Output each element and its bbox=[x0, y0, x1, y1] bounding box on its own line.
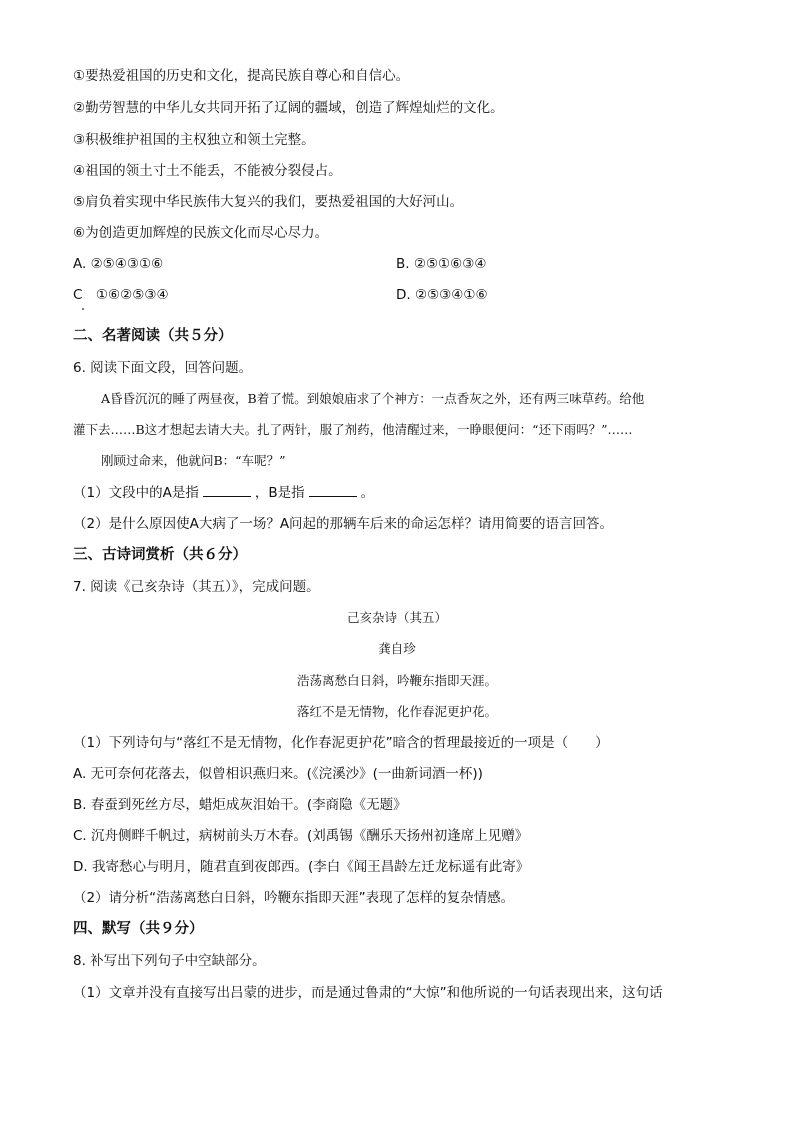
q7-option-d: D. 我寄愁心与明月，随君直到夜郎西。(李白《闻王昌龄左迁龙标遥有此寄》 bbox=[73, 859, 530, 875]
section-2-heading: 二、名著阅读（共５分） bbox=[73, 328, 233, 344]
q6-passage-line-3: 刚顾过命来，他就问B：“车呢？” bbox=[101, 453, 286, 468]
q7-prompt: 7. 阅读《己亥杂诗（其五）》，完成问题。 bbox=[73, 579, 320, 595]
q6-passage-line-1: A昏昏沉沉的睡了两昼夜，B着了慌。到娘娘庙求了个神方：一点香灰之外，还有两三味草药。给他 bbox=[101, 391, 645, 406]
section-3-heading: 三、古诗词赏析（共６分） bbox=[73, 547, 247, 563]
q6-part-1-text-a: （1）文段中的A是指 bbox=[73, 485, 199, 501]
poem-author: 龚自珍 bbox=[378, 641, 416, 656]
q5-option-d: D. ②⑤③④①⑥ bbox=[396, 287, 488, 303]
q7-part-2: （2）请分析“浩荡离愁白日斜，吟鞭东指即天涯”表现了怎样的复杂情感。 bbox=[73, 890, 515, 906]
q6-part-1-text-c: 。 bbox=[360, 485, 375, 501]
q7-part-1: （1）下列诗句与“落红不是无情物，化作春泥更护花”暗含的哲理最接近的一项是（ ） bbox=[73, 735, 609, 751]
q5-option-c: C ①⑥②⑤③④ bbox=[73, 287, 169, 303]
q5-item-1: ①要热爱祖国的历史和文化，提高民族自尊心和自信心。 bbox=[73, 68, 410, 84]
stray-dot bbox=[82, 308, 84, 310]
q5-item-5: ⑤肩负着实现中华民族伟大复兴的我们，要热爱祖国的大好河山。 bbox=[73, 194, 464, 210]
q5-item-3: ③积极维护祖国的主权独立和领土完整。 bbox=[73, 132, 315, 148]
answer-blank-b[interactable] bbox=[309, 484, 357, 497]
q5-option-b: B. ②⑤①⑥③④ bbox=[396, 256, 487, 272]
poem-title: 己亥杂诗（其五） bbox=[346, 610, 447, 625]
poem-line-2: 落红不是无情物，化作春泥更护花。 bbox=[296, 704, 497, 719]
answer-blank-a[interactable] bbox=[203, 484, 251, 497]
q5-item-6: ⑥为创造更加辉煌的民族文化而尽心尽力。 bbox=[73, 225, 329, 241]
q7-option-c: C. 沉舟侧畔千帆过，病树前头万木春。(刘禹锡《酬乐天扬州初逢席上见赠》 bbox=[73, 828, 529, 844]
q6-part-2: （2）是什么原因使A大病了一场？A问起的那辆车后来的命运怎样？请用简要的语言回答。 bbox=[73, 516, 614, 532]
q6-part-1 bbox=[73, 484, 374, 502]
q5-option-a: A. ②⑤④③①⑥ bbox=[73, 256, 164, 272]
section-4-heading: 四、默写（共９分） bbox=[73, 921, 204, 937]
q8-prompt: 8. 补写出下列句子中空缺部分。 bbox=[73, 953, 266, 969]
q8-part-1: （1）文章并没有直接写出吕蒙的进步，而是通过鲁肃的“大惊”和他所说的一句话表现出来，这句话 bbox=[73, 985, 663, 1001]
q7-option-b: B. 春蚕到死丝方尽，蜡炬成灰泪始干。(李商隐《无题》 bbox=[73, 797, 407, 813]
q6-passage-line-2: 灌下去……B这才想起去请大夫。扎了两针，服了剂药，他清醒过来，一睁眼便问：“还下雨吗？”…… bbox=[73, 422, 633, 437]
q5-item-4: ④祖国的领土寸土不能丢，不能被分裂侵占。 bbox=[73, 163, 342, 179]
poem-line-1: 浩荡离愁白日斜，吟鞭东指即天涯。 bbox=[296, 673, 497, 688]
q5-item-2: ②勤劳智慧的中华儿女共同开拓了辽阔的疆域，创造了辉煌灿烂的文化。 bbox=[73, 100, 504, 116]
q6-prompt: 6. 阅读下面文段，回答问题。 bbox=[73, 360, 253, 376]
q7-option-a: A. 无可奈何花落去，似曾相识燕归来。(《浣溪沙》(一曲新词酒一杯)) bbox=[73, 766, 483, 782]
q6-part-1-text-b: ，B是指 bbox=[254, 485, 305, 501]
